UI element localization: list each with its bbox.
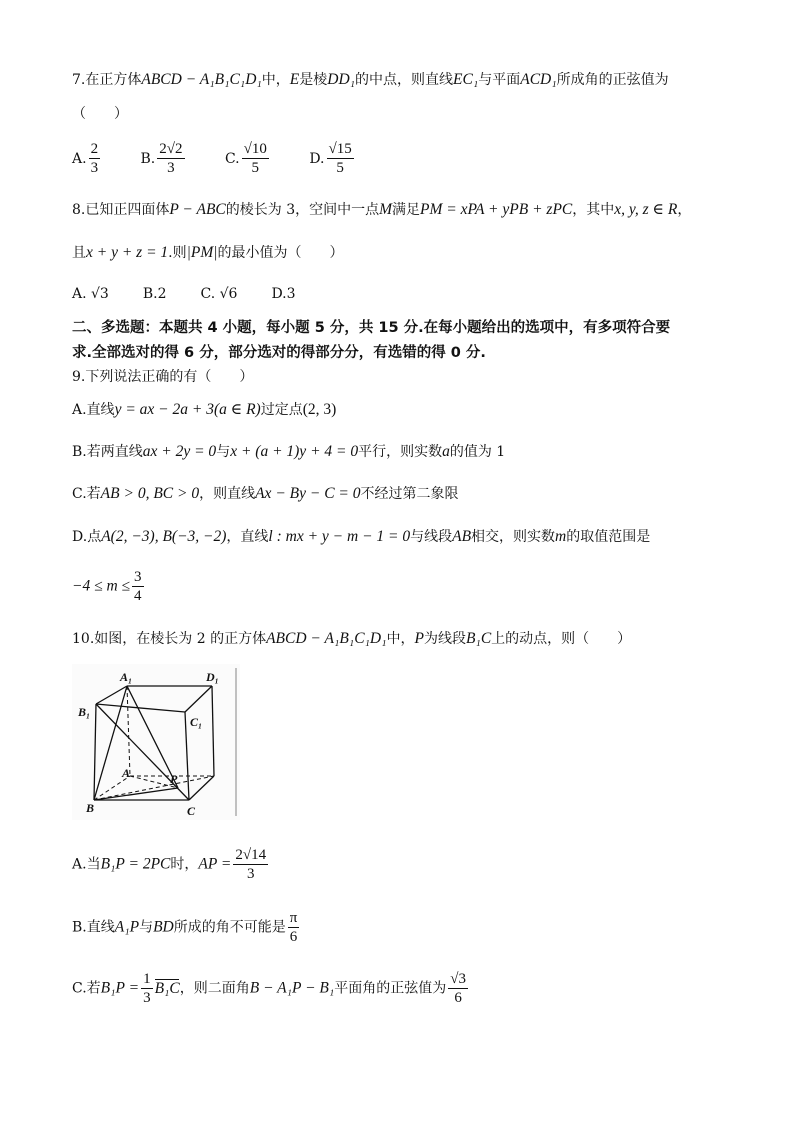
label-c: C (187, 804, 196, 818)
q7-paren: （ ） (72, 106, 128, 122)
q10-option-b: B.直线A₁P与BD所成的角不可能是 $\frac{\pi}{6}$ (72, 910, 298, 945)
label-a1: A₁ (120, 670, 133, 684)
q7-option-a: A. $\frac{2}{3}$ (72, 141, 99, 176)
q7-option-c: C. $\frac{√10}{5}$ (224, 141, 267, 176)
q8-options (72, 284, 330, 304)
section2-title-line2: 求.全部选对的得 6 分，部分选对的得部分分，有选错的得 0 分. (72, 345, 486, 361)
q9-option-a: A.直线y = ax − 2a + 3(a ∈ R)过定点(2, 3) (72, 401, 337, 418)
section2-title-line1: 二、多选题：本题共 4 小题，每小题 5 分，共 15 分.在每小题给出的选项中，有多项符合要 (72, 320, 671, 336)
q7-point-e: E (289, 71, 300, 88)
q9-option-d: D.点A(2, −3), B(−3, −2)，直线l : mx + y − m − 1 = 0与线段AB相交，则实数m的取值范围是 (72, 528, 651, 545)
q7-number: 7. (72, 72, 86, 88)
q8-point-m: M (379, 201, 393, 218)
q7-option-d: D. $\frac{√15}{5}$ (309, 141, 352, 176)
q7-text-d: 的中点，则直线 (355, 72, 454, 88)
q8-abs-pm: |PM| (186, 244, 218, 261)
q8-stem (72, 200, 691, 220)
label-p: P (170, 772, 178, 786)
q8-option-d: D.3 (271, 286, 296, 302)
q7-text-f: 所成角的正弦值为 (556, 72, 669, 88)
q9-option-b: B.若两直线ax + 2y = 0与x + (a + 1)y + 4 = 0平行，则实数a的值为 1 (72, 443, 506, 460)
q8-option-b: B.2 (142, 286, 167, 302)
q8-tetra: P − ABC (169, 201, 226, 218)
q8-equation: PM = xPA + yPB + zPC (420, 201, 573, 218)
label-a: A (122, 766, 131, 780)
q8-condition: x + y + z = 1 (86, 244, 169, 261)
q7-cube: ABCD − A₁B₁C₁D₁ (141, 71, 262, 88)
q8-number: 8. (72, 202, 86, 218)
q8-option-a: A. √3 (72, 286, 109, 302)
q10-option-c: C.若B₁P = $\frac{1}{3}$ B₁C，则二面角B − A₁P − B₁平面角的正弦值为 $\frac{√3}{6}$ (72, 971, 467, 1006)
q8-text-a: 已知正四面体 (85, 202, 170, 218)
label-b1: B₁ (78, 705, 91, 719)
q7-plane: ACD₁ (520, 71, 557, 88)
q7-text-e: 与平面 (478, 72, 521, 88)
q10-stem: 10.如图，在棱长为 2 的正方体ABCD − A₁B₁C₁D₁中，P为线段B₁C上的动点，则（ ） (72, 630, 632, 647)
q8-line2 (72, 243, 344, 263)
q7-options (72, 140, 390, 177)
q8-text-b: 的棱长为 3，空间中一点 (225, 202, 380, 218)
q8-text-e: ， (677, 202, 692, 218)
q10-option-a: A.当B₁P = 2PC时，AP = $\frac{2√14}{3}$ (72, 847, 267, 882)
label-b: B (86, 801, 95, 815)
q8-vars: x, y, z ∈ R (614, 201, 678, 218)
q8-text-d: ，其中 (572, 202, 615, 218)
q8-option-c: C. √6 (200, 286, 238, 302)
q8-text-g: .则 (168, 245, 187, 261)
q7-text-c: 是棱 (299, 72, 328, 88)
label-c1: C₁ (190, 715, 203, 729)
q8-text-h: 的最小值为（ ） (217, 245, 344, 261)
q7-text-a: 在正方体 (85, 72, 142, 88)
q7-line: EC₁ (453, 71, 479, 88)
q9-option-c: C.若AB > 0, BC > 0，则直线Ax − By − C = 0不经过第二象限 (72, 485, 459, 502)
q8-text-f: 且 (72, 245, 86, 261)
q7-stem (72, 70, 669, 90)
q9-stem: 9.下列说法正确的有（ ） (72, 369, 254, 385)
q7-edge: DD₁ (327, 71, 356, 88)
label-d1: D₁ (206, 670, 219, 684)
q8-text-c: 满足 (392, 202, 421, 218)
cube-figure (72, 664, 240, 820)
q7-option-b: B. $\frac{2√2}{3}$ (140, 141, 183, 176)
q9-option-d-range: −4 ≤ m ≤ $\frac{3}{4}$ (72, 569, 142, 604)
q7-text-b: 中， (261, 72, 290, 88)
